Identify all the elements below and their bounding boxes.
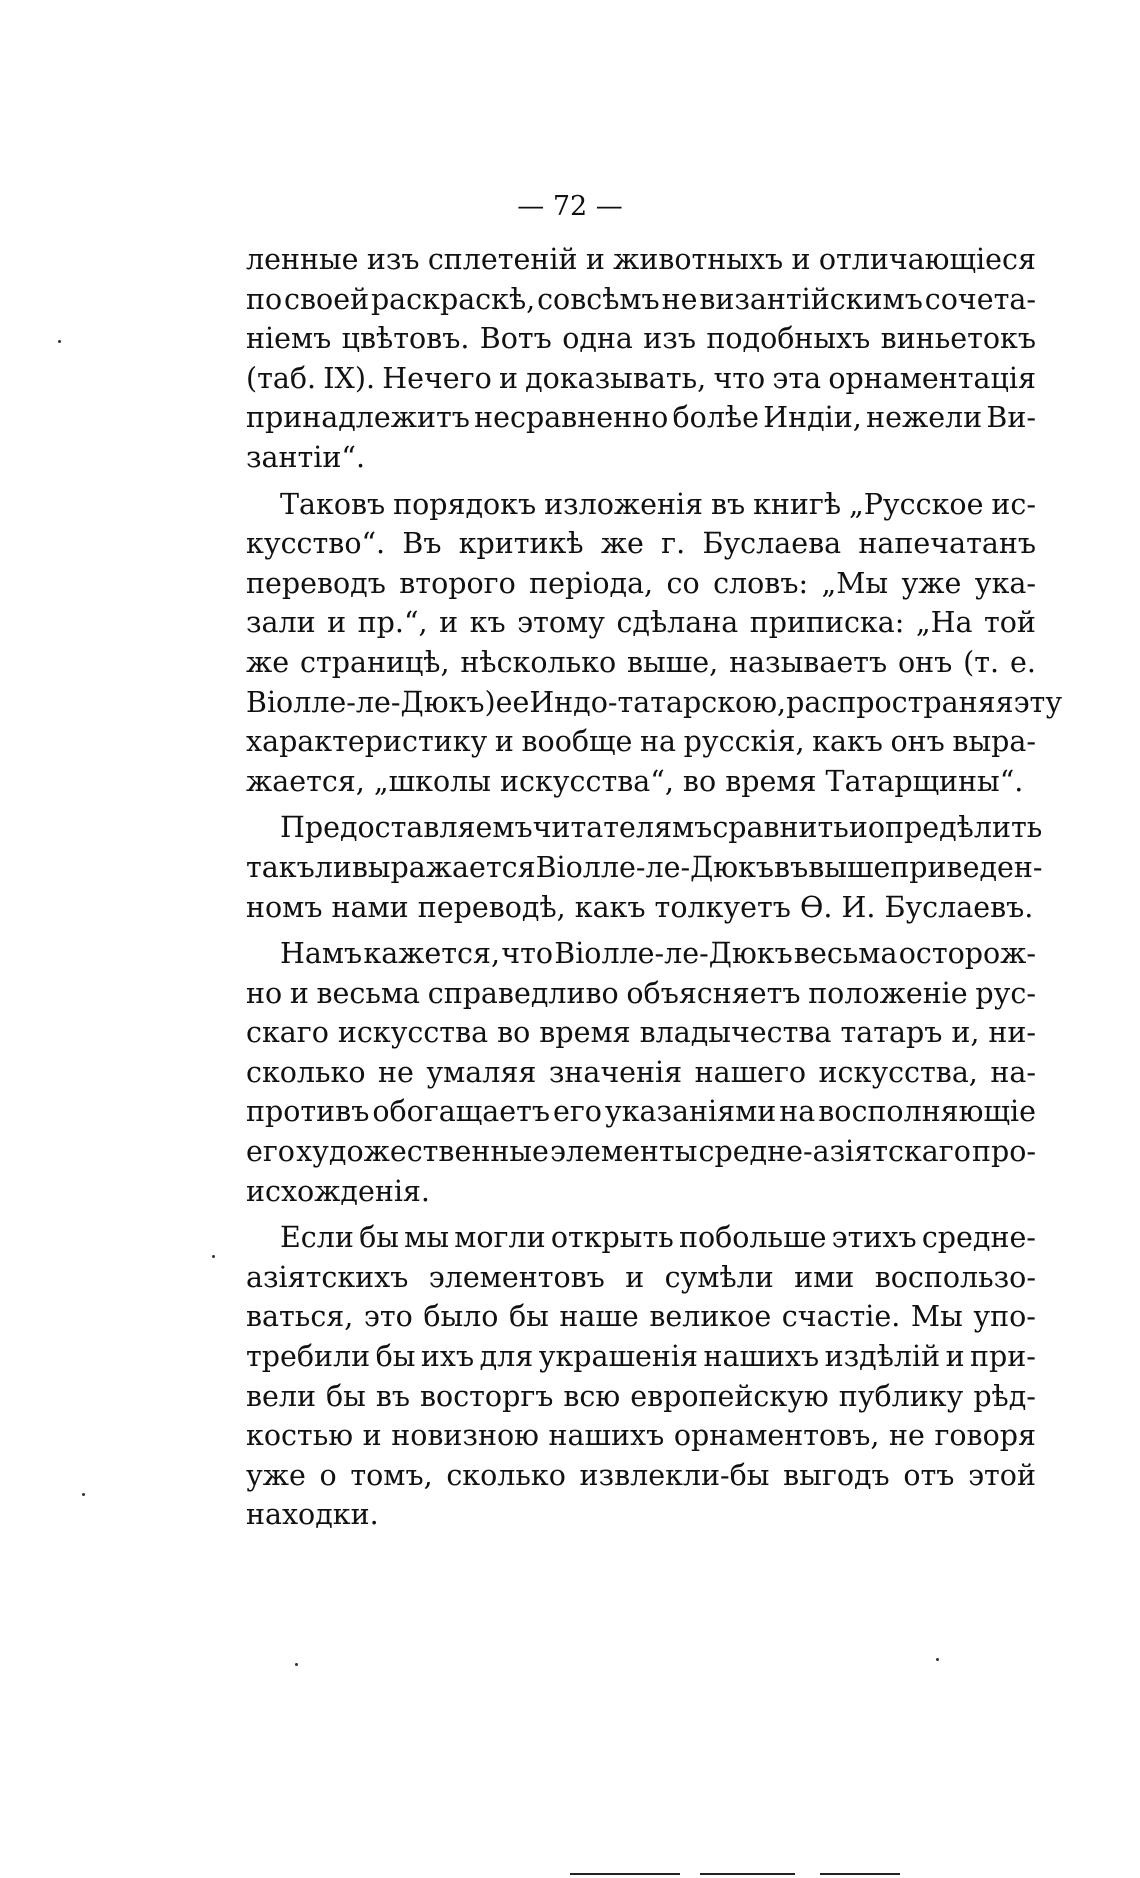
scan-edge-rule bbox=[700, 1873, 795, 1875]
text-line: вели бы въ восторгъ всю европейскую публику рѣд- bbox=[246, 1379, 1036, 1413]
text-line: зантіи“. bbox=[246, 440, 366, 474]
text-line: требили бы ихъ для украшенія нашихъ издѣлій и при- bbox=[246, 1340, 1036, 1374]
text-line: характеристику и вообще на русскія, какъ онъ выра- bbox=[246, 725, 1036, 759]
text-line: исхожденія. bbox=[246, 1174, 430, 1208]
scan-speck bbox=[82, 1493, 85, 1496]
paragraph bbox=[246, 808, 1043, 927]
text-line: Віолле-ле-Дюкъ) ее Индо-татарскою, распространяя эту bbox=[246, 685, 1063, 719]
text-line: ленные изъ сплетеній и животныхъ и отличающіеся bbox=[246, 243, 1036, 276]
text-line: но и весьма справедливо объясняетъ положеніе рус- bbox=[246, 976, 1036, 1010]
text-line: противъ обогащаетъ его указаніями на восполняющіе bbox=[246, 1095, 1036, 1129]
text-line: уже о томъ, сколько извлекли-бы выгодъ отъ этой bbox=[246, 1458, 1036, 1492]
text-line: скаго искусства во время владычества татаръ и, ни- bbox=[246, 1016, 1036, 1050]
text-line: Предоставляемъ читателямъ сравнить и опредѣлить bbox=[280, 811, 1043, 845]
text-line: его художественные элементы средне-азіятскаго про- bbox=[246, 1135, 1036, 1169]
page-number: — 72 — bbox=[517, 191, 623, 222]
text-line: кусство“. Въ критикѣ же г. Буслаева напечатанъ bbox=[246, 527, 1036, 561]
paragraph bbox=[246, 485, 1063, 802]
text-line: костью и новизною нашихъ орнаментовъ, не говоря bbox=[246, 1419, 1036, 1453]
scan-edge-rule bbox=[820, 1873, 900, 1875]
paragraph bbox=[246, 240, 1036, 478]
text-line: такъ ли выражается Віолле-ле-Дюкъ въ вышеприведен- bbox=[246, 850, 1043, 884]
scan-speck bbox=[58, 340, 61, 343]
text-line: принадлежитъ несравненно болѣе Индіи, нежели Ви- bbox=[246, 401, 1036, 435]
text-line: же страницѣ, нѣсколько выше, называетъ онъ (т. е. bbox=[246, 645, 1036, 679]
text-line: находки. bbox=[246, 1498, 379, 1532]
scan-edge-rule bbox=[570, 1873, 680, 1875]
text-line: переводъ второго періода, со словъ: „Мы уже ука- bbox=[246, 566, 1036, 600]
text-line: номъ нами переводѣ, какъ толкуетъ Ѳ. И. Буслаевъ. bbox=[246, 890, 1034, 924]
text-line: Намъ кажется, что Віолле-ле-Дюкъ весьма осторож- bbox=[280, 937, 1036, 971]
scan-speck bbox=[936, 1658, 939, 1661]
body-text bbox=[246, 240, 1063, 1542]
text-line: сколько не умаляя значенія нашего искусства, на- bbox=[246, 1055, 1036, 1089]
text-line: зали и пр.“, и къ этому сдѣлана приписка: „На той bbox=[246, 606, 1036, 640]
text-line: по своей раскраскѣ, совсѣмъ не византійскимъ сочета- bbox=[246, 282, 1036, 316]
scan-speck bbox=[212, 1255, 215, 1258]
paragraph bbox=[246, 934, 1036, 1211]
text-line: жается, „школы искусства“, во время Татарщины“. bbox=[246, 764, 1024, 798]
text-line: (таб. IX). Нечего и доказывать, что эта орнаментація bbox=[246, 361, 1036, 395]
text-line: Если бы мы могли открыть побольше этихъ средне- bbox=[280, 1221, 1036, 1255]
text-line: азіятскихъ элементовъ и сумѣли ими воспользо- bbox=[246, 1260, 1036, 1294]
text-line: Таковъ порядокъ изложенія въ книгѣ „Русское ис- bbox=[280, 487, 1036, 521]
paragraph bbox=[246, 1218, 1036, 1535]
text-line: ваться, это было бы наше великое счастіе. Мы упо- bbox=[246, 1300, 1036, 1334]
scan-speck bbox=[295, 1663, 298, 1666]
text-line: ніемъ цвѣтовъ. Вотъ одна изъ подобныхъ виньетокъ bbox=[246, 322, 1036, 356]
